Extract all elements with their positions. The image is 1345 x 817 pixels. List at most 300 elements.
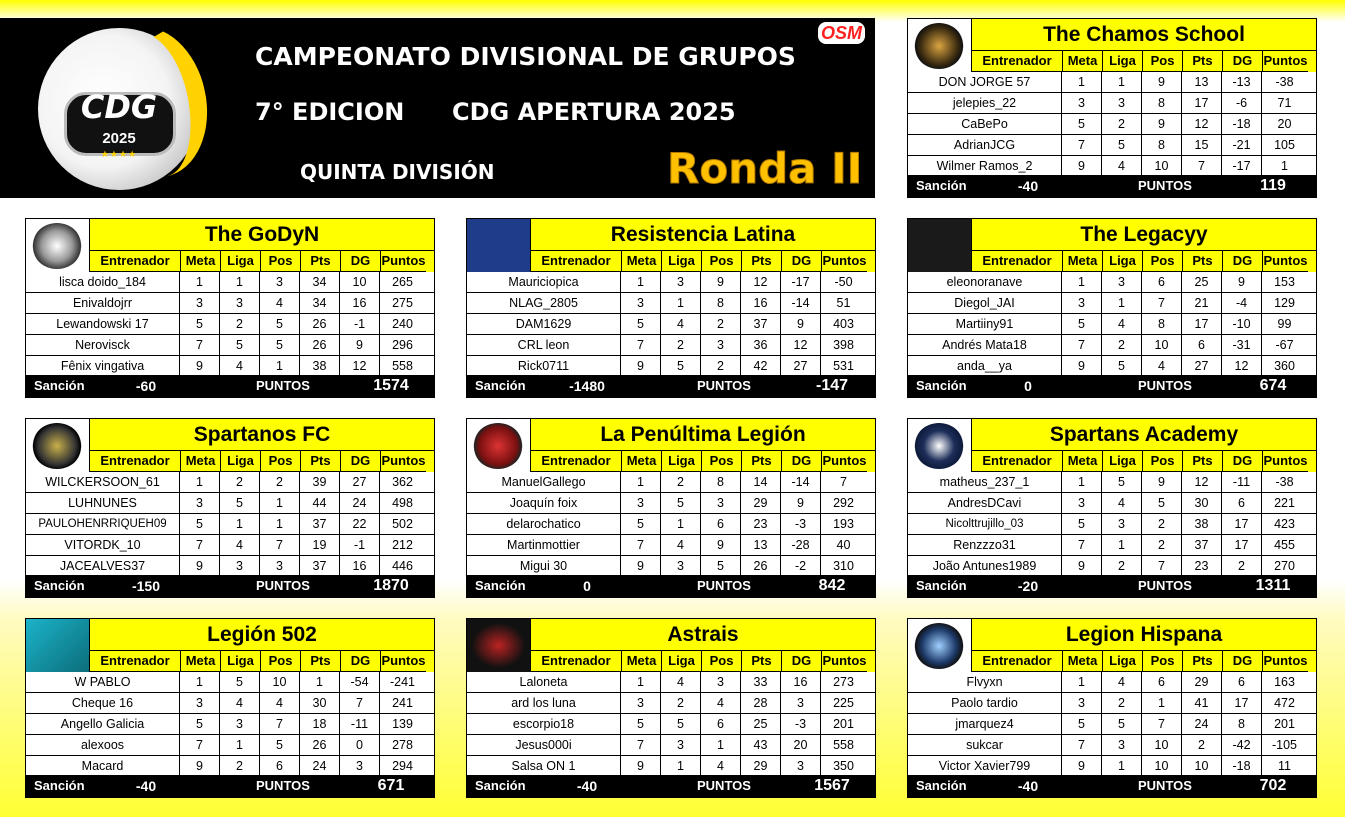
- stat-cell: 9: [701, 535, 741, 555]
- coach-name: matheus_237_1: [908, 472, 1062, 492]
- stat-cell: -3: [781, 514, 821, 534]
- puntos-total: 1574: [373, 377, 409, 394]
- table-row: [26, 672, 434, 693]
- team-panel-9: [466, 618, 876, 798]
- stat-cell: 24: [1182, 714, 1222, 734]
- table-row: [908, 693, 1316, 714]
- table-row: [467, 556, 875, 577]
- stat-cell: 16: [340, 556, 380, 576]
- header-pts: Pts: [742, 251, 782, 272]
- coach-rows: [908, 72, 1316, 177]
- coach-name: Nerovisck: [26, 335, 180, 355]
- header-liga: Liga: [662, 651, 702, 672]
- stat-cell: 310: [833, 559, 854, 573]
- table-row: [467, 693, 875, 714]
- stat-cell: 163: [1274, 675, 1295, 689]
- stat-cell: 3: [661, 735, 701, 755]
- stat-cell: 34: [300, 272, 340, 292]
- table-row: [908, 272, 1316, 293]
- header-puntos: Puntos: [1263, 651, 1308, 672]
- sancion-value: -40: [135, 778, 157, 794]
- header-liga: Liga: [221, 251, 261, 272]
- coach-name: delarochatico: [467, 514, 621, 534]
- stat-cell: 3: [180, 293, 220, 313]
- stat-cell: 1: [220, 514, 260, 534]
- puntos-total: -147: [815, 377, 849, 394]
- coach-rows: [26, 672, 434, 777]
- stat-cell: 1: [260, 514, 300, 534]
- stat-cell: 1: [260, 493, 300, 513]
- armored-knight-icon: [914, 623, 964, 669]
- stat-cell: 1: [300, 672, 340, 692]
- stat-cell: 12: [340, 356, 380, 376]
- team-footer: [908, 375, 1316, 397]
- stat-cell: 3: [220, 556, 260, 576]
- stat-cell: -14: [781, 293, 821, 313]
- stat-cell: 5: [661, 356, 701, 376]
- stat-cell: 270: [1274, 559, 1295, 573]
- stat-cell: 34: [300, 293, 340, 313]
- stat-cell: 6: [701, 714, 741, 734]
- header-pos: Pos: [1143, 251, 1183, 272]
- table-row: [26, 714, 434, 735]
- coach-name: Cheque 16: [26, 693, 180, 713]
- puntos-total: 1870: [373, 577, 409, 594]
- team-panel-8: [25, 618, 435, 798]
- stat-cell: 4: [1102, 672, 1142, 692]
- stat-cell: 5: [180, 514, 220, 534]
- edition-label: 7° EDICION: [255, 98, 405, 126]
- header-liga: Liga: [1103, 251, 1143, 272]
- coach-name: anda__ya: [908, 356, 1062, 376]
- table-header: [530, 251, 875, 272]
- header-pts: Pts: [742, 651, 782, 672]
- sancion-label: Sanción: [916, 378, 967, 393]
- coach-name: CRL leon: [467, 335, 621, 355]
- astrais-icon: [467, 619, 530, 672]
- sancion-label: Sanción: [916, 578, 967, 593]
- stat-cell: 12: [741, 272, 781, 292]
- coach-name: João Antunes1989: [908, 556, 1062, 576]
- sancion-value: -60: [135, 378, 157, 394]
- puntos-label: PUNTOS: [697, 378, 751, 393]
- header-dg: DG: [1223, 51, 1263, 72]
- stat-cell: 1: [1062, 672, 1102, 692]
- table-row: [26, 472, 434, 493]
- header-meta: Meta: [622, 651, 662, 672]
- team-footer: [26, 375, 434, 397]
- stat-cell: 221: [1274, 496, 1295, 510]
- coach-name: LUHNUNES: [26, 493, 180, 513]
- header-pts: Pts: [301, 651, 341, 672]
- stat-cell: 1: [1102, 293, 1142, 313]
- stat-cell: 6: [1142, 272, 1182, 292]
- sancion-label: Sanción: [916, 178, 967, 193]
- header-dg: DG: [341, 251, 381, 272]
- stat-cell: 3: [701, 335, 741, 355]
- stat-cell: 16: [340, 293, 380, 313]
- header-pos: Pos: [702, 451, 742, 472]
- stat-cell: 7: [1062, 335, 1102, 355]
- sancion-value: 0: [1024, 378, 1032, 394]
- puntos-label: PUNTOS: [1138, 378, 1192, 393]
- stat-cell: 27: [340, 472, 380, 492]
- stat-cell: 398: [833, 338, 854, 352]
- header-puntos: Puntos: [1263, 51, 1308, 72]
- coach-name: Jesus000i: [467, 735, 621, 755]
- table-row: [908, 135, 1316, 156]
- sancion-value: 0: [583, 578, 591, 594]
- header-coach: Entrenador: [972, 51, 1063, 72]
- header-dg: DG: [1223, 651, 1263, 672]
- stat-cell: 40: [836, 538, 851, 552]
- table-row: [26, 493, 434, 514]
- stat-cell: 9: [621, 556, 661, 576]
- stat-cell: 273: [833, 675, 854, 689]
- stat-cell: 423: [1274, 517, 1295, 531]
- stat-cell: 3: [180, 693, 220, 713]
- coach-name: Martiiny91: [908, 314, 1062, 334]
- stat-cell: 1: [621, 672, 661, 692]
- table-row: [908, 335, 1316, 356]
- table-row: [908, 672, 1316, 693]
- stat-cell: 5: [1102, 714, 1142, 734]
- stat-cell: 225: [833, 696, 854, 710]
- stat-cell: 265: [392, 275, 413, 289]
- stat-cell: 7: [260, 714, 300, 734]
- table-row: [26, 293, 434, 314]
- coach-name: Lewandowski 17: [26, 314, 180, 334]
- team-footer: [26, 775, 434, 797]
- header-puntos: Puntos: [381, 251, 426, 272]
- coach-name: Andrés Mata18: [908, 335, 1062, 355]
- table-row: [467, 493, 875, 514]
- puntos-label: PUNTOS: [1138, 578, 1192, 593]
- stat-cell: 1: [180, 272, 220, 292]
- stat-cell: -31: [1222, 335, 1262, 355]
- sancion-label: Sanción: [34, 578, 85, 593]
- sancion-label: Sanción: [475, 778, 526, 793]
- stat-cell: 3: [1062, 293, 1102, 313]
- stat-cell: 10: [1182, 756, 1222, 776]
- table-row: [908, 356, 1316, 377]
- sancion-label: Sanción: [475, 578, 526, 593]
- table-row: [467, 756, 875, 777]
- stat-cell: 10: [1142, 335, 1182, 355]
- stat-cell: 7: [1062, 735, 1102, 755]
- table-header: [89, 451, 434, 472]
- stat-cell: 1: [1102, 756, 1142, 776]
- team-name: Legion Hispana: [971, 619, 1316, 651]
- stat-cell: 129: [1274, 296, 1295, 310]
- stat-cell: 240: [392, 317, 413, 331]
- stat-cell: 2: [701, 314, 741, 334]
- stat-cell: -38: [1275, 475, 1294, 489]
- table-row: [467, 293, 875, 314]
- header-dg: DG: [782, 251, 822, 272]
- stat-cell: 4: [1102, 156, 1142, 176]
- stat-cell: 5: [621, 514, 661, 534]
- sancion-value: -40: [1017, 178, 1039, 194]
- header-puntos: Puntos: [381, 651, 426, 672]
- stat-cell: 23: [1182, 556, 1222, 576]
- stat-cell: 2: [1102, 556, 1142, 576]
- stat-cell: 455: [1274, 538, 1295, 552]
- team-name: The Legacyy: [971, 219, 1316, 251]
- header-liga: Liga: [1103, 651, 1143, 672]
- stat-cell: 1: [220, 735, 260, 755]
- stat-cell: 36: [741, 335, 781, 355]
- stat-cell: 17: [1222, 535, 1262, 555]
- stat-cell: 3: [340, 756, 380, 776]
- puntos-total: 674: [1259, 377, 1287, 394]
- stat-cell: 2: [1102, 114, 1142, 134]
- table-row: [26, 693, 434, 714]
- stat-cell: 7: [180, 735, 220, 755]
- coach-name: eleonoranave: [908, 272, 1062, 292]
- stat-cell: 99: [1277, 317, 1292, 331]
- stat-cell: 8: [701, 293, 741, 313]
- coach-name: Paolo tardio: [908, 693, 1062, 713]
- stat-cell: 558: [392, 359, 413, 373]
- team-name: The GoDyN: [89, 219, 434, 251]
- stat-cell: 153: [1274, 275, 1295, 289]
- spartan-academy-icon: [914, 423, 964, 469]
- sancion-value: -40: [1017, 778, 1039, 794]
- stat-cell: 1: [180, 472, 220, 492]
- stat-cell: 8: [1142, 93, 1182, 113]
- header-meta: Meta: [622, 451, 662, 472]
- stat-cell: -38: [1275, 75, 1294, 89]
- puntos-label: PUNTOS: [256, 378, 310, 393]
- stat-cell: 16: [781, 672, 821, 692]
- coach-name: ManuelGallego: [467, 472, 621, 492]
- coach-name: VITORDK_10: [26, 535, 180, 555]
- team-panel-1: [907, 18, 1317, 198]
- stat-cell: 3: [1062, 693, 1102, 713]
- stat-cell: 1: [701, 735, 741, 755]
- table-row: [26, 335, 434, 356]
- team-footer: [26, 575, 434, 597]
- stat-cell: 51: [836, 296, 851, 310]
- table-row: [908, 156, 1316, 177]
- header-puntos: Puntos: [1263, 451, 1308, 472]
- stat-cell: 17: [1182, 93, 1222, 113]
- table-row: [908, 293, 1316, 314]
- stat-cell: 9: [1062, 556, 1102, 576]
- table-row: [908, 93, 1316, 114]
- table-row: [908, 556, 1316, 577]
- coach-name: DAM1629: [467, 314, 621, 334]
- team-panel-6: [466, 418, 876, 598]
- stat-cell: 7: [260, 535, 300, 555]
- puntos-total: 1311: [1255, 577, 1291, 594]
- spartan-helmet-icon: [32, 423, 82, 469]
- stat-cell: 1: [1281, 159, 1288, 173]
- stat-cell: 2: [1222, 556, 1262, 576]
- table-row: [467, 314, 875, 335]
- puntos-label: PUNTOS: [256, 778, 310, 793]
- stat-cell: 8: [701, 472, 741, 492]
- sancion-label: Sanción: [475, 378, 526, 393]
- stat-cell: 4: [220, 693, 260, 713]
- round-label: Ronda II: [667, 144, 863, 193]
- stat-cell: 5: [220, 493, 260, 513]
- team-footer: [908, 775, 1316, 797]
- stat-cell: 37: [300, 556, 340, 576]
- header-dg: DG: [782, 451, 822, 472]
- stat-cell: 26: [300, 314, 340, 334]
- stat-cell: 2: [220, 756, 260, 776]
- tiger-emblem-icon: [32, 223, 82, 269]
- stat-cell: 9: [180, 356, 220, 376]
- stat-cell: 278: [392, 738, 413, 752]
- coach-name: Flvyxn: [908, 672, 1062, 692]
- header-dg: DG: [1223, 451, 1263, 472]
- stat-cell: 446: [392, 559, 413, 573]
- stat-cell: 13: [741, 535, 781, 555]
- stat-cell: 24: [340, 493, 380, 513]
- header-pos: Pos: [1143, 451, 1183, 472]
- stat-cell: 472: [1274, 696, 1295, 710]
- table-row: [467, 335, 875, 356]
- table-header: [89, 251, 434, 272]
- header-puntos: Puntos: [822, 651, 867, 672]
- stat-cell: 37: [741, 314, 781, 334]
- coach-name: JACEALVES37: [26, 556, 180, 576]
- stat-cell: 5: [621, 714, 661, 734]
- stat-cell: 42: [741, 356, 781, 376]
- stat-cell: 7: [1142, 293, 1182, 313]
- stat-cell: 3: [661, 556, 701, 576]
- stat-cell: 1: [1062, 72, 1102, 92]
- stat-cell: 29: [741, 493, 781, 513]
- sancion-value: -40: [576, 778, 598, 794]
- stat-cell: 5: [661, 493, 701, 513]
- stat-cell: 2: [661, 472, 701, 492]
- header-pos: Pos: [261, 251, 301, 272]
- header-puntos: Puntos: [1263, 251, 1308, 272]
- stat-cell: 7: [840, 475, 847, 489]
- stat-cell: 37: [1182, 535, 1222, 555]
- stat-cell: 6: [701, 514, 741, 534]
- stat-cell: 275: [392, 296, 413, 310]
- stat-cell: 5: [661, 714, 701, 734]
- header-liga: Liga: [662, 251, 702, 272]
- stat-cell: 4: [260, 293, 300, 313]
- header-coach: Entrenador: [531, 651, 622, 672]
- stat-cell: 3: [701, 672, 741, 692]
- season-label: CDG APERTURA 2025: [452, 98, 736, 126]
- header-pos: Pos: [261, 451, 301, 472]
- stat-cell: 1: [1142, 693, 1182, 713]
- stat-cell: -13: [1222, 72, 1262, 92]
- sancion-value: -150: [131, 578, 161, 594]
- stat-cell: 558: [833, 738, 854, 752]
- stat-cell: 7: [1142, 714, 1182, 734]
- table-row: [908, 735, 1316, 756]
- coach-name: Salsa ON 1: [467, 756, 621, 776]
- logo-year: 2025: [102, 130, 136, 147]
- coach-name: AdrianJCG: [908, 135, 1062, 155]
- stat-cell: 17: [1222, 693, 1262, 713]
- team-name: Spartans Academy: [971, 419, 1316, 451]
- stat-cell: 296: [392, 338, 413, 352]
- stat-cell: 25: [741, 714, 781, 734]
- stat-cell: 531: [833, 359, 854, 373]
- stat-cell: 38: [1182, 514, 1222, 534]
- stat-cell: 5: [220, 335, 260, 355]
- coach-name: Macard: [26, 756, 180, 776]
- stat-cell: 294: [392, 759, 413, 773]
- stat-cell: 403: [833, 317, 854, 331]
- stat-cell: 4: [1102, 493, 1142, 513]
- stat-cell: -42: [1222, 735, 1262, 755]
- division-label: QUINTA DIVISIÓN: [300, 160, 495, 184]
- stat-cell: 5: [1062, 114, 1102, 134]
- stat-cell: 5: [1102, 356, 1142, 376]
- stat-cell: -17: [1222, 156, 1262, 176]
- stat-cell: 3: [260, 272, 300, 292]
- table-header: [971, 251, 1316, 272]
- stat-cell: 30: [1182, 493, 1222, 513]
- coach-name: lisca doido_184: [26, 272, 180, 292]
- coach-name: WILCKERSOON_61: [26, 472, 180, 492]
- stat-cell: 3: [701, 493, 741, 513]
- stadium-icon: [26, 619, 89, 672]
- header-pts: Pts: [1183, 651, 1223, 672]
- table-row: [26, 735, 434, 756]
- stat-cell: 2: [1182, 735, 1222, 755]
- stat-cell: 5: [260, 335, 300, 355]
- team-name: The Chamos School: [971, 19, 1316, 51]
- stat-cell: 7: [621, 335, 661, 355]
- stat-cell: 1: [180, 672, 220, 692]
- stat-cell: -67: [1275, 338, 1294, 352]
- stat-cell: 10: [340, 272, 380, 292]
- stat-cell: 3: [661, 272, 701, 292]
- stat-cell: 4: [661, 672, 701, 692]
- table-header: [89, 651, 434, 672]
- stat-cell: 1: [661, 514, 701, 534]
- stat-cell: 26: [741, 556, 781, 576]
- table-row: [467, 514, 875, 535]
- stat-cell: 9: [1062, 756, 1102, 776]
- stat-cell: 7: [1182, 156, 1222, 176]
- coach-name: Rick0711: [467, 356, 621, 376]
- stat-cell: 498: [392, 496, 413, 510]
- coach-name: Angello Galicia: [26, 714, 180, 734]
- header-pos: Pos: [1143, 51, 1183, 72]
- stat-cell: -18: [1222, 756, 1262, 776]
- team-footer: [467, 575, 875, 597]
- team-footer: [908, 575, 1316, 597]
- rebel-wings-icon: [467, 219, 530, 272]
- stat-cell: 7: [1062, 135, 1102, 155]
- header-coach: Entrenador: [90, 451, 181, 472]
- stat-cell: 19: [300, 535, 340, 555]
- team-panel-10: [907, 618, 1317, 798]
- stat-cell: 29: [741, 756, 781, 776]
- stat-cell: -4: [1222, 293, 1262, 313]
- table-row: [467, 272, 875, 293]
- coach-rows: [26, 272, 434, 377]
- puntos-label: PUNTOS: [697, 578, 751, 593]
- stat-cell: 9: [180, 556, 220, 576]
- stat-cell: 5: [220, 672, 260, 692]
- team-name: Astrais: [530, 619, 875, 651]
- osm-logo: OSM: [818, 22, 865, 44]
